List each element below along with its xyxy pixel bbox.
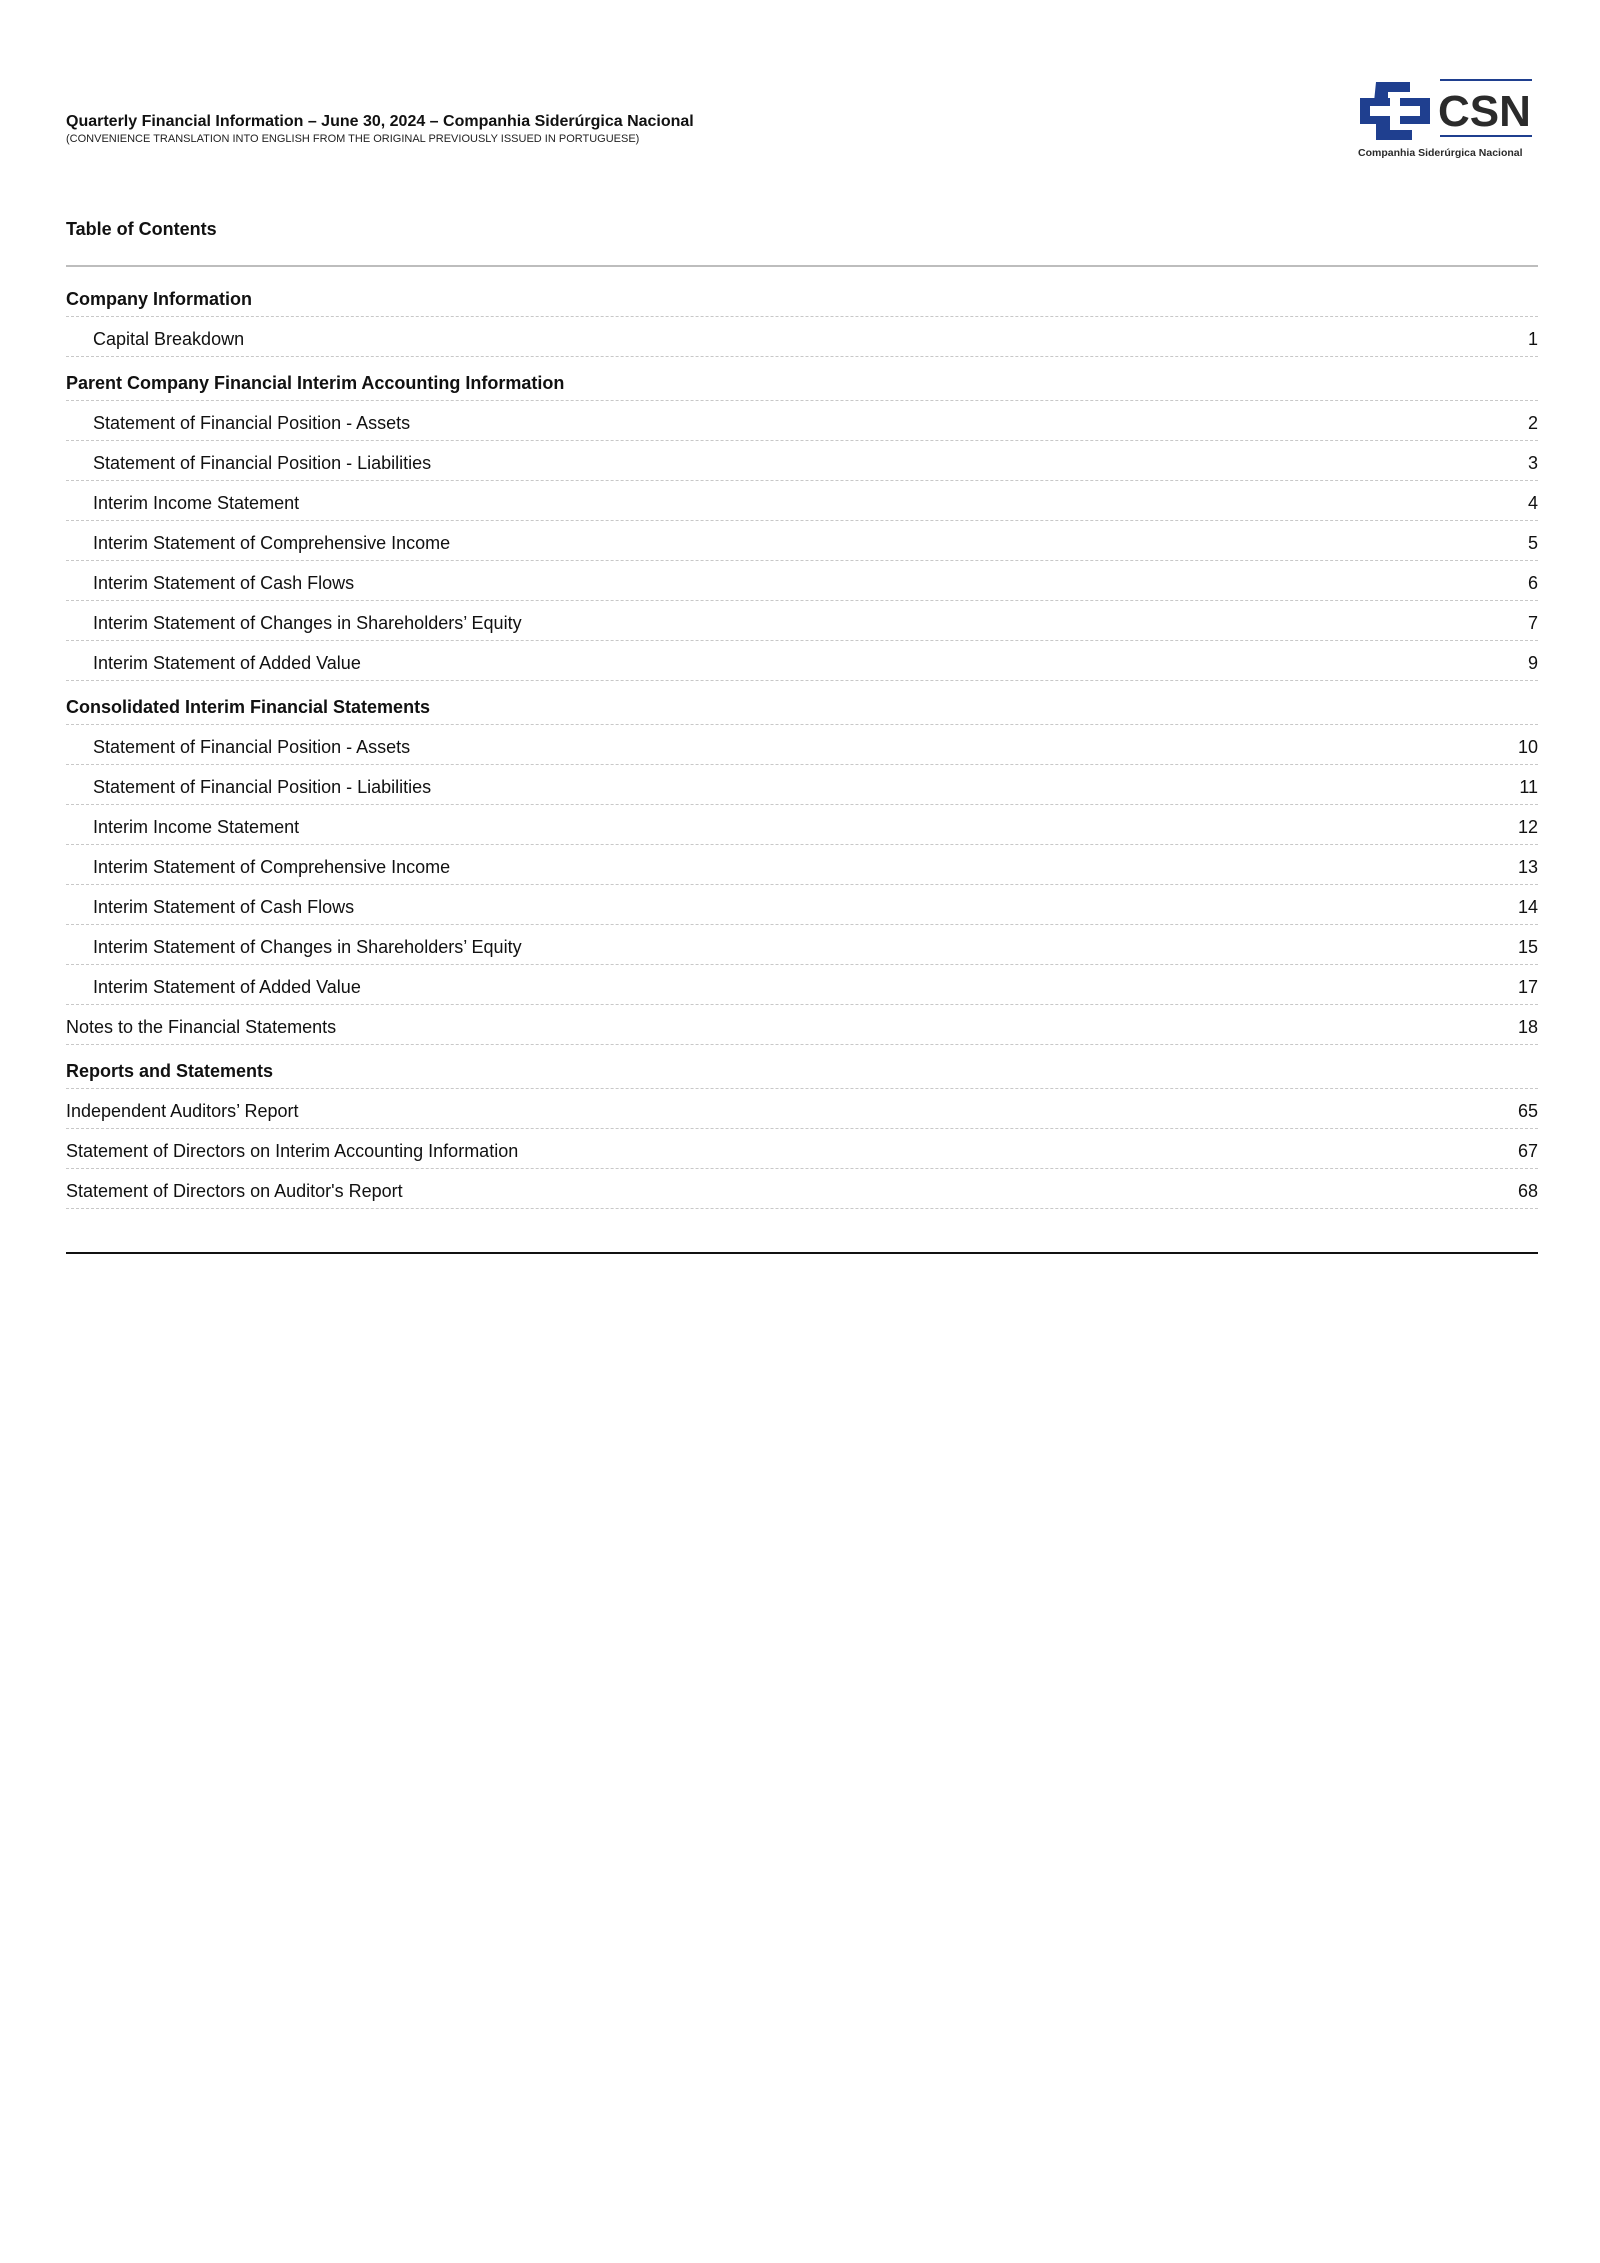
toc-entry-label: Notes to the Financial Statements (66, 1017, 337, 1037)
toc-page-number: 10 (1517, 737, 1538, 757)
document-subtitle: (CONVENIENCE TRANSLATION INTO ENGLISH FROM THE ORIGINAL PREVIOUSLY ISSUED IN PORTUGUESE) (66, 133, 640, 145)
toc-entry[interactable] (66, 601, 1538, 641)
toc-entry-label: Statement of Directors on Auditor's Report (66, 1181, 403, 1201)
toc-page-number: 14 (1517, 897, 1538, 917)
toc-entry-label: Interim Statement of Added Value (93, 653, 361, 673)
toc-entry-label: Reports and Statements (66, 1061, 274, 1081)
toc-section-heading (66, 273, 1538, 317)
toc-section-heading (66, 357, 1538, 401)
logo-wordmark: CSN (1438, 87, 1531, 136)
toc-entry[interactable] (66, 521, 1538, 561)
toc-entry[interactable] (66, 1129, 1538, 1169)
toc-entry-label: Interim Statement of Cash Flows (93, 897, 355, 917)
company-logo (1356, 76, 1536, 162)
toc-page-number: 18 (1517, 1017, 1538, 1037)
toc-page-number: 13 (1517, 857, 1538, 877)
toc-entry-label: Interim Statement of Comprehensive Income (93, 533, 451, 553)
toc-entry[interactable] (66, 481, 1538, 521)
toc-entry-label: Capital Breakdown (93, 329, 245, 349)
toc-entry-label: Consolidated Interim Financial Statements (66, 697, 431, 717)
toc-entry-label: Statement of Financial Position - Liabilities (93, 453, 432, 473)
toc-entry-label: Interim Income Statement (93, 817, 300, 837)
logo-tagline: Companhia Siderúrgica Nacional (1358, 147, 1523, 159)
toc-entry-label: Statement of Directors on Interim Accounting Information (66, 1141, 519, 1161)
toc-page-number: 17 (1517, 977, 1538, 997)
toc-entry-label: Company Information (66, 289, 253, 309)
toc-page-number: 4 (1527, 493, 1538, 513)
toc-entry[interactable] (66, 965, 1538, 1005)
toc-page-number: 65 (1517, 1101, 1538, 1121)
toc-entry[interactable] (66, 641, 1538, 681)
toc-section-heading (66, 681, 1538, 725)
toc-entry-label: Statement of Financial Position - Assets (93, 413, 411, 433)
document-title: Quarterly Financial Information – June 30, 2024 – Companhia Siderúrgica Nacional (66, 113, 694, 130)
toc-page-number: 9 (1527, 653, 1538, 673)
toc-entry[interactable] (66, 845, 1538, 885)
toc-page-number: 1 (1527, 329, 1538, 349)
toc-bottom-divider (66, 1252, 1538, 1254)
csn-emblem-icon (1356, 76, 1536, 162)
toc-page-number: 2 (1527, 413, 1538, 433)
toc-page-number: 68 (1517, 1181, 1538, 1201)
toc-list (66, 273, 1538, 1209)
toc-entry-label: Statement of Financial Position - Liabilities (93, 777, 432, 797)
toc-entry-label: Interim Income Statement (93, 493, 300, 513)
toc-page-number: 6 (1527, 573, 1538, 593)
toc-top-divider (66, 265, 1538, 267)
toc-entry-label: Interim Statement of Changes in Shareholders’ Equity (93, 613, 522, 633)
toc-page-number: 11 (1519, 777, 1538, 797)
toc-section-heading (66, 1045, 1538, 1089)
toc-entry[interactable] (66, 885, 1538, 925)
toc-entry-label: Independent Auditors’ Report (66, 1101, 299, 1121)
toc-page-number: 12 (1517, 817, 1538, 837)
toc-entry-label: Interim Statement of Changes in Shareholders’ Equity (93, 937, 522, 957)
toc-entry-label: Interim Statement of Comprehensive Income (93, 857, 451, 877)
toc-entry[interactable] (66, 1089, 1538, 1129)
toc-entry-label: Statement of Financial Position - Assets (93, 737, 411, 757)
toc-entry[interactable] (66, 765, 1538, 805)
toc-entry[interactable] (66, 1005, 1538, 1045)
toc-heading: Table of Contents (66, 219, 217, 239)
toc-entry[interactable] (66, 441, 1538, 481)
toc-entry[interactable] (66, 1169, 1538, 1209)
toc-entry-label: Interim Statement of Cash Flows (93, 573, 355, 593)
toc-entry[interactable] (66, 925, 1538, 965)
toc-entry-label: Parent Company Financial Interim Accounting Information (66, 373, 565, 393)
toc-entry-label: Interim Statement of Added Value (93, 977, 361, 997)
toc-entry[interactable] (66, 317, 1538, 357)
toc-entry[interactable] (66, 805, 1538, 845)
toc-page-number: 7 (1527, 613, 1538, 633)
toc-entry[interactable] (66, 401, 1538, 441)
toc-page-number: 15 (1517, 937, 1538, 957)
toc-entry[interactable] (66, 561, 1538, 601)
toc-page-number: 3 (1527, 453, 1538, 473)
toc-entry[interactable] (66, 725, 1538, 765)
toc-page-number: 67 (1517, 1141, 1538, 1161)
toc-page-number: 5 (1527, 533, 1538, 553)
